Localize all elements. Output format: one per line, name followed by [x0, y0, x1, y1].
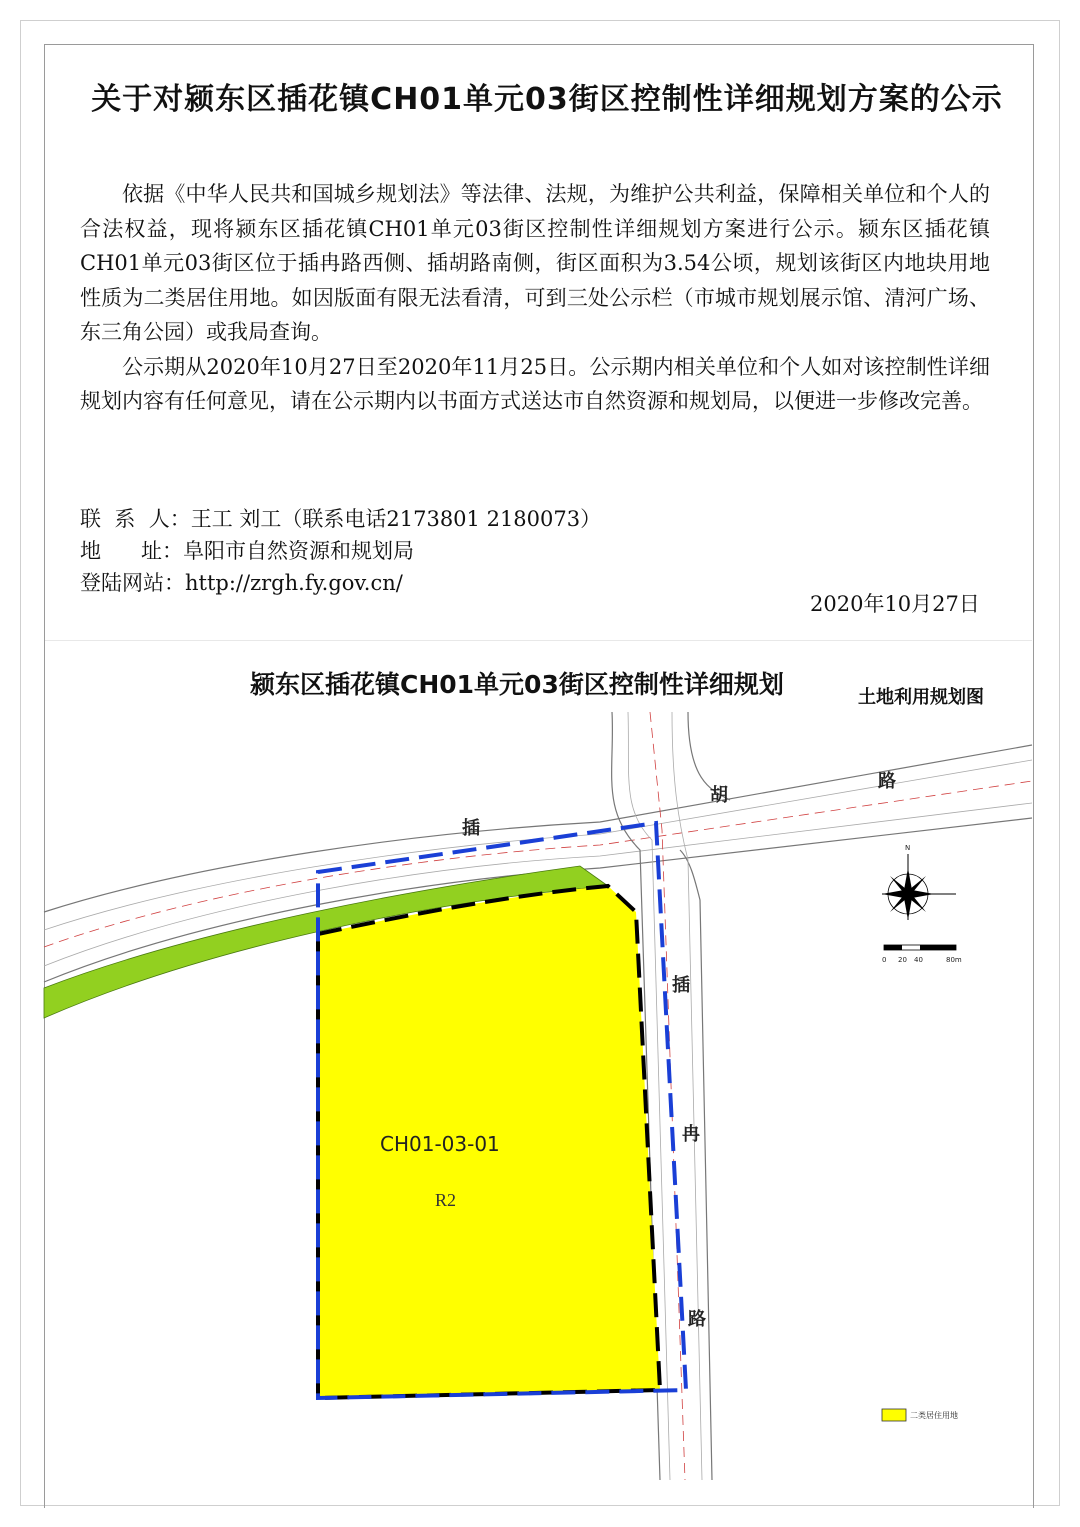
- road-label-hu: 胡: [710, 785, 728, 806]
- scale-label-20: 20: [898, 956, 907, 964]
- parcel-code: CH01-03-01: [380, 1132, 500, 1156]
- scale-label-0: 0: [882, 956, 887, 964]
- contact-person-value: 王工 刘工（联系电话2173801 2180073）: [190, 507, 602, 531]
- legend-swatch-residential: [882, 1409, 906, 1421]
- road-label-cha-h: 插: [462, 818, 480, 839]
- road-label-lu-v: 路: [688, 1309, 706, 1330]
- road-label-lu-h: 路: [878, 771, 896, 792]
- road-label-ran: 冉: [682, 1124, 700, 1145]
- north-arrow-icon: [882, 854, 956, 920]
- scale-label-80: 80m: [946, 956, 962, 964]
- contact-address-label: 地 址：: [80, 539, 184, 563]
- contact-person-label: 联 系 人：: [80, 507, 191, 531]
- parcel-use: R2: [435, 1190, 457, 1210]
- contact-website-label: 登陆网站：: [80, 571, 185, 595]
- notice-paragraph-1: 依据《中华人民共和国城乡规划法》等法律、法规，为维护公共利益，保障相关单位和个人的合法权益，现将颍东区插花镇CH01单元03街区控制性详细规划方案进行公示。颍东区插花镇CH01单元03街区位于插冉路西侧、插胡路南侧，街区面积为3.54公顷，规划该街区内地块用地性质为二类居住用地。如因版面有限无法看清，可到三处公示栏（市城市规划展示馆、清河广场、东三角公园）或我局查询。: [80, 182, 990, 344]
- scale-bar: [884, 945, 956, 950]
- map-subtitle: 土地利用规划图: [858, 687, 984, 708]
- legend-label-residential: 二类居住用地: [910, 1411, 958, 1420]
- contact-address-value: 阜阳市自然资源和规划局: [183, 539, 415, 563]
- notice-title: 关于对颍东区插花镇CH01单元03街区控制性详细规划方案的公示: [91, 82, 1003, 117]
- north-label: N: [905, 844, 911, 852]
- road-label-cha-v: 插: [672, 975, 690, 996]
- notice-date: 2020年10月27日: [810, 592, 980, 616]
- contact-website-value: http://zrgh.fy.gov.cn/: [185, 571, 403, 595]
- notice-paragraph-2: 公示期从2020年10月27日至2020年11月25日。公示期内相关单位和个人如对该控制性详细规划内容有任何意见，请在公示期内以书面方式送达市自然资源和规划局，以便进一步修改完善。: [80, 354, 990, 413]
- map-title: 颍东区插花镇CH01单元03街区控制性详细规划: [250, 670, 784, 699]
- scale-label-40: 40: [914, 956, 923, 964]
